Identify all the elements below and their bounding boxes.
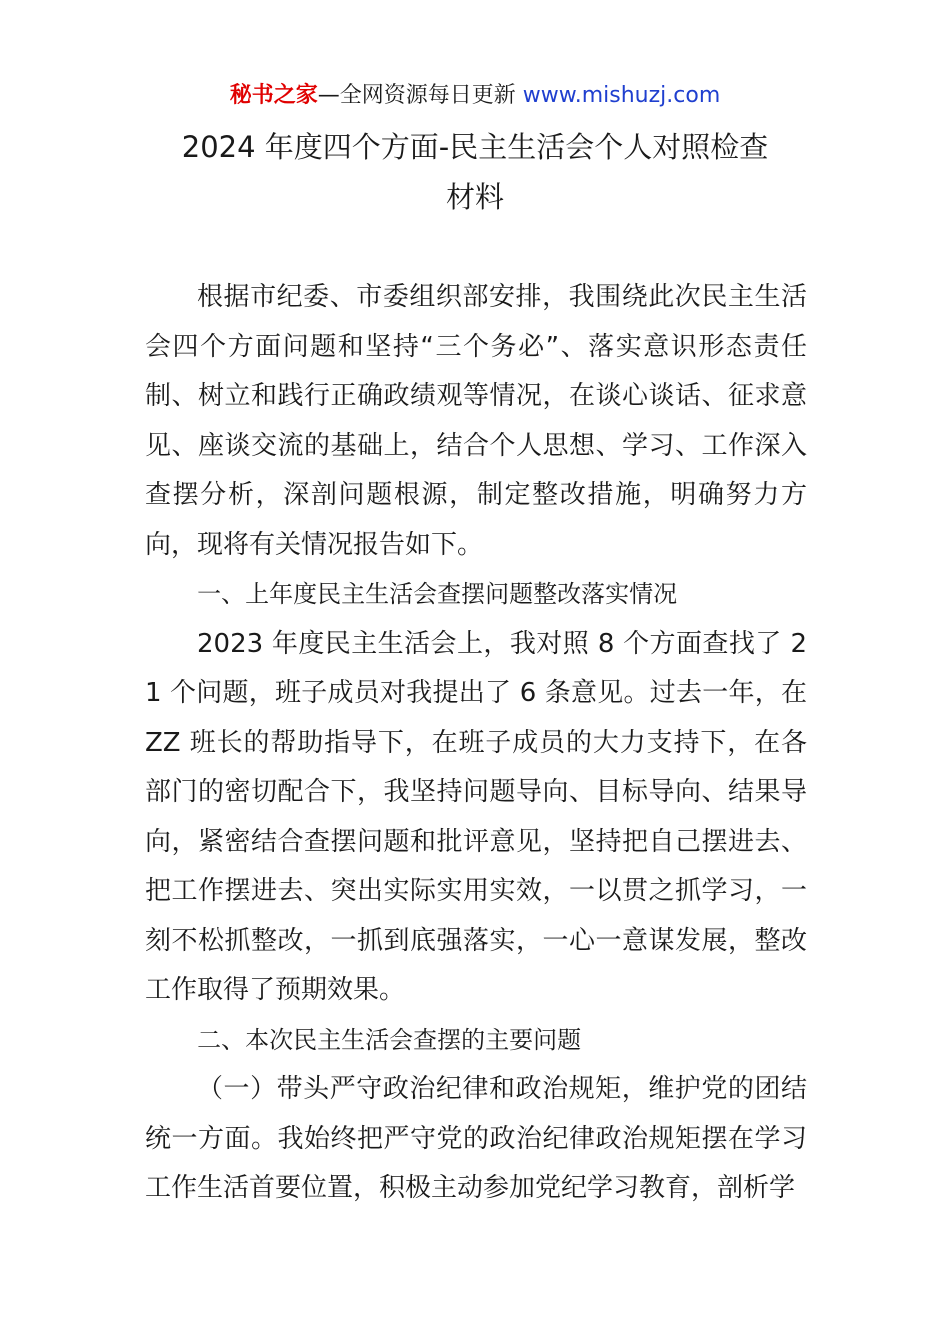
document-title [145,122,805,222]
header-tagline: —全网资源每日更新 [317,83,523,108]
title-line-1: 2024 年度四个方面-民主生活会个人对照检查 [181,130,769,164]
section-heading-2: 二、本次民主生活会查摆的主要问题 [197,1025,582,1054]
brand-name: 秘书之家 [229,83,318,108]
title-line-2: 材料 [445,180,504,214]
document-body [145,273,807,1214]
intro-paragraph: 根据市纪委、市委组织部安排，我围绕此次民主生活会四个方面问题和坚持“三个务必”、落实意识形态责任制、树立和践行正确政绩观等情况，在谈心谈话、征求意见、座谈交流的基础上，结合个人思想、学习、工作深入查摆分析，深剖问题根源，制定整改措施，明确努力方向，现将有关情况报告如下。 [145,282,807,560]
section-1-paragraph: 2023 年度民主生活会上，我对照 8 个方面查找了 21 个问题，班子成员对我提出了 6 条意见。过去一年，在 ZZ 班长的帮助指导下，在班子成员的大力支持下，在各部门的密切配合下，我坚持问题导向、目标导向、结果导向，紧密结合查摆问题和批评意见，坚持把自己摆进去、把工作摆进去、突出实际实用实效，一以贯之抓学习，一刻不松抓整改，一抓到底强落实，一心一意谋发展，整改工作取得了预期效果。 [145,628,807,1005]
site-url-link[interactable]: www.mishuzj.com [522,83,721,108]
section-2-paragraph: （一）带头严守政治纪律和政治规矩，维护党的团结统一方面。我始终把严守党的政治纪律政治规矩摆在学习工作生活首要位置，积极主动参加党纪学习教育，剖析学 [145,1074,807,1203]
section-heading-1: 一、上年度民主生活会查摆问题整改落实情况 [197,580,678,608]
site-header [0,80,950,112]
